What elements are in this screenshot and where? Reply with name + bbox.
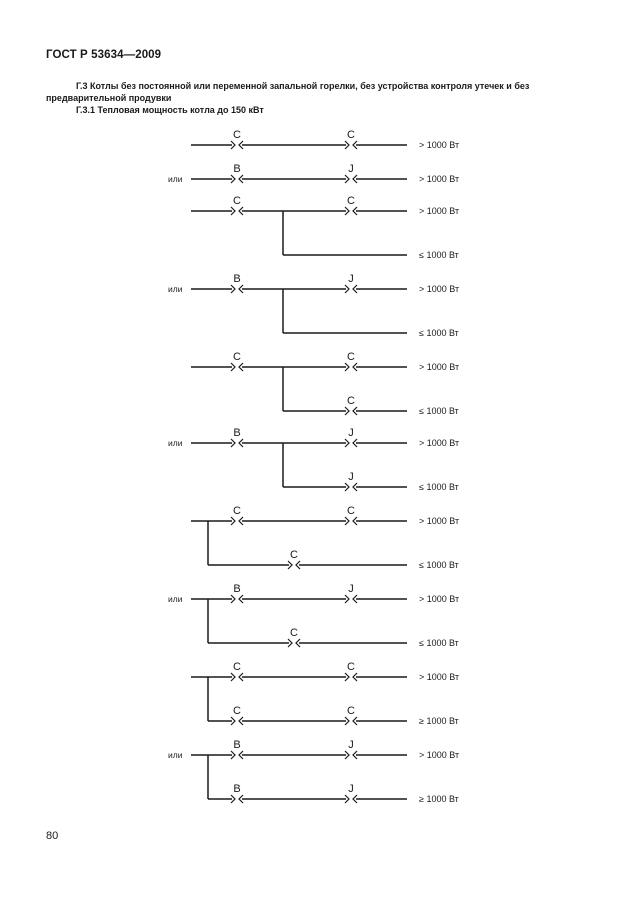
valve-symbol	[231, 661, 243, 681]
valve-label: C	[347, 661, 355, 673]
valve-label: C	[347, 505, 355, 517]
valve-symbol	[345, 129, 357, 149]
valve-train-group	[191, 351, 459, 416]
valve-label: C	[347, 351, 355, 363]
or-label: или	[168, 438, 183, 448]
valve-label: C	[347, 395, 355, 407]
valve-symbol	[231, 427, 243, 447]
valve-symbol	[231, 351, 243, 371]
section-heading: Г.3 Котлы без постоянной или переменной запальной горелки, без устройства контроля утечек и без предварительной продувки	[46, 81, 530, 103]
valve-symbol	[231, 705, 243, 725]
subsection-heading: Г.3.1 Тепловая мощность котла до 150 кВт	[76, 105, 264, 115]
main-power-label: > 1000 Вт	[419, 362, 460, 372]
valve-train-group	[191, 505, 459, 570]
valve-symbol	[231, 783, 243, 803]
branch-power-label: ≥ 1000 Вт	[419, 794, 459, 804]
valve-label: C	[233, 129, 241, 141]
valve-symbol	[345, 505, 357, 525]
valve-symbol	[345, 661, 357, 681]
valve-label: J	[348, 783, 354, 795]
valve-symbol	[345, 195, 357, 215]
valve-label: C	[347, 195, 355, 207]
valve-label: C	[233, 351, 241, 363]
branch-power-label: ≥ 1000 Вт	[419, 716, 459, 726]
valve-label: J	[348, 739, 354, 751]
main-power-label: > 1000 Вт	[419, 438, 460, 448]
valve-label: B	[233, 427, 241, 439]
branch-power-label: ≤ 1000 Вт	[419, 250, 459, 260]
main-power-label: > 1000 Вт	[419, 206, 460, 216]
valve-label: C	[233, 505, 241, 517]
main-power-label: > 1000 Вт	[419, 750, 460, 760]
or-label: или	[168, 284, 183, 294]
page-number: 80	[46, 830, 59, 842]
valve-symbol	[231, 583, 243, 603]
valve-symbol	[231, 163, 243, 183]
main-power-label: > 1000 Вт	[419, 140, 460, 150]
or-label: или	[168, 174, 183, 184]
valve-symbol	[288, 627, 300, 647]
branch-power-label: ≤ 1000 Вт	[419, 638, 459, 648]
valve-symbol	[231, 129, 243, 149]
valve-symbol	[345, 427, 357, 447]
standard-number: ГОСТ Р 53634—2009	[46, 49, 162, 61]
valve-symbol	[345, 783, 357, 803]
valve-symbol	[231, 195, 243, 215]
valve-train-group	[191, 195, 459, 260]
valve-symbol	[345, 351, 357, 371]
valve-label: B	[233, 163, 241, 175]
main-power-label: > 1000 Вт	[419, 516, 460, 526]
main-power-label: > 1000 Вт	[419, 284, 460, 294]
valve-symbol	[231, 273, 243, 293]
valve-symbol	[345, 739, 357, 759]
main-power-label: > 1000 Вт	[419, 594, 460, 604]
valve-label: C	[233, 661, 241, 673]
valve-symbol	[345, 273, 357, 293]
branch-power-label: ≤ 1000 Вт	[419, 482, 459, 492]
valve-label: B	[233, 739, 241, 751]
valve-train-group	[168, 273, 459, 338]
valve-symbol	[231, 739, 243, 759]
main-power-label: > 1000 Вт	[419, 174, 460, 184]
valve-train-group	[168, 739, 459, 804]
valve-symbol	[345, 583, 357, 603]
valve-label: C	[233, 195, 241, 207]
valve-label: C	[290, 627, 298, 639]
valve-train-group	[168, 583, 459, 648]
valve-label: J	[348, 471, 354, 483]
or-label: или	[168, 594, 183, 604]
valve-label: B	[233, 273, 241, 285]
valve-train-group	[168, 163, 459, 184]
valve-train-group	[191, 661, 459, 726]
valve-symbol	[231, 505, 243, 525]
valve-symbol	[288, 549, 300, 569]
valve-label: C	[347, 705, 355, 717]
valve-train-group	[191, 129, 459, 150]
branch-power-label: ≤ 1000 Вт	[419, 406, 459, 416]
valve-label: J	[348, 163, 354, 175]
valve-label: J	[348, 427, 354, 439]
valve-label: C	[347, 129, 355, 141]
valve-label: J	[348, 583, 354, 595]
valve-label: B	[233, 583, 241, 595]
valve-label: J	[348, 273, 354, 285]
branch-power-label: ≤ 1000 Вт	[419, 560, 459, 570]
valve-label: C	[233, 705, 241, 717]
valve-train-group	[168, 427, 459, 492]
valve-label: B	[233, 783, 241, 795]
valve-label: C	[290, 549, 298, 561]
valve-symbol	[345, 395, 357, 415]
or-label: или	[168, 750, 183, 760]
valve-symbol	[345, 471, 357, 491]
main-power-label: > 1000 Вт	[419, 672, 460, 682]
branch-power-label: ≤ 1000 Вт	[419, 328, 459, 338]
valve-symbol	[345, 163, 357, 183]
valve-symbol	[345, 705, 357, 725]
